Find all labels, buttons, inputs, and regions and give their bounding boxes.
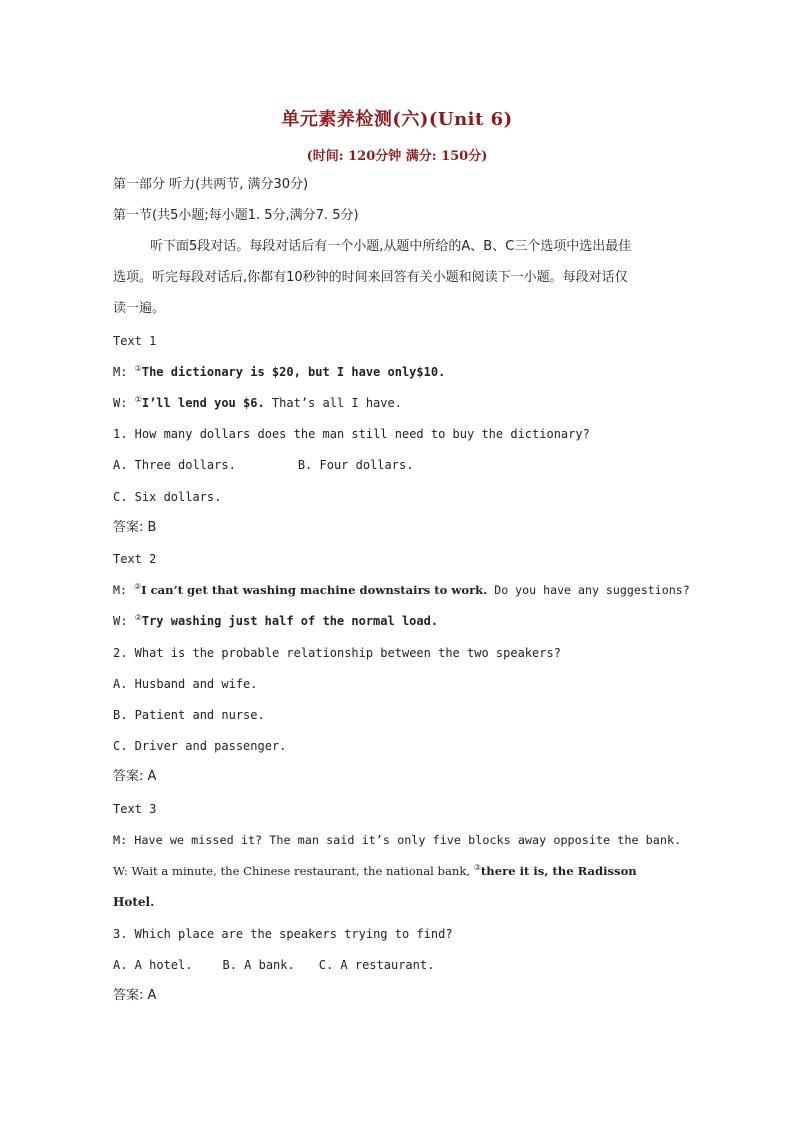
speaker-prefix: W: (113, 614, 135, 628)
marker-2: ② (134, 613, 142, 622)
highlighted-sentence: I can’t get that washing machine downstairs to work. (141, 583, 488, 597)
sentence-rest: That’s all I have. (264, 396, 402, 410)
question-1: 1. How many dollars does the man still need to buy the dictionary? (113, 427, 590, 441)
text-3-man-line: M: Have we missed it? The man said it’s only five blocks away opposite the bank. (113, 833, 682, 847)
option-a: A. A hotel. (113, 958, 193, 972)
document-title: 单元素养检测(六)(Unit 6) (281, 109, 513, 130)
text-1-man-line (113, 363, 683, 381)
highlighted-sentence: The dictionary is $20, but I have only$10. (141, 365, 446, 379)
text-2-man-line (113, 581, 690, 599)
text-2-woman-line (113, 612, 683, 630)
answer-2: 答案: A (113, 769, 157, 784)
question-2: 2. What is the probable relationship between the two speakers? (113, 646, 561, 660)
instruction-line-2: 选项。听完每段对话后,你都有10秒钟的时间来回答有关小题和阅读下一小题。每段对话仅 (113, 270, 628, 285)
answer-1: 答案: B (113, 520, 157, 535)
question-1-options-ab (113, 456, 683, 474)
marker-3: ③ (473, 863, 481, 873)
text-3-woman-line (113, 862, 683, 880)
option-c: C. A restaurant. (318, 958, 435, 972)
highlighted-sentence: Hotel. (113, 895, 155, 909)
option-c: C. Driver and passenger. (113, 739, 287, 753)
answer-3: 答案: A (113, 988, 157, 1003)
option-b: B. Patient and nurse. (113, 708, 265, 722)
speaker-prefix: W: (113, 396, 135, 410)
part-heading: 第一部分 听力(共两节, 满分30分) (113, 177, 309, 192)
text-1-woman-line (113, 394, 683, 412)
instruction-line-1: 听下面5段对话。每段对话后有一个小题,从题中所给的A、B、C三个选项中选出最佳 (150, 239, 632, 254)
speaker-prefix: W: Wait a minute, the Chinese restaurant, the national bank, (113, 864, 474, 878)
document-subtitle: (时间: 120分钟 满分: 150分) (306, 149, 488, 164)
speaker-prefix: M: (113, 583, 134, 597)
question-3: 3. Which place are the speakers trying to find? (113, 927, 453, 941)
text-2-label: Text 2 (113, 552, 157, 566)
question-3-options (113, 956, 683, 974)
highlighted-sentence: there it is, the Radisson (480, 864, 637, 878)
option-a: A. Husband and wife. (113, 677, 258, 691)
marker-2: ② (133, 582, 142, 592)
marker-1: ① (134, 364, 142, 373)
speaker-prefix: M: (113, 365, 135, 379)
option-b: B. A bank. (222, 958, 295, 972)
instruction-line-3: 读一遍。 (113, 301, 166, 316)
section-heading: 第一节(共5小题;每小题1. 5分,满分7. 5分) (113, 208, 359, 223)
marker-1: ① (134, 395, 142, 404)
highlighted-sentence: Try washing just half of the normal load. (141, 614, 439, 628)
highlighted-sentence: I’ll lend you $6. (141, 396, 265, 410)
text-3-label: Text 3 (113, 802, 157, 816)
text-1-label: Text 1 (113, 334, 157, 348)
option-c: C. Six dollars. (113, 490, 222, 504)
option-a: A. Three dollars. (113, 458, 236, 472)
text-3-woman-line-cont (113, 893, 683, 911)
option-b: B. Four dollars. (297, 458, 414, 472)
sentence-rest: Do you have any suggestions? (487, 583, 690, 597)
